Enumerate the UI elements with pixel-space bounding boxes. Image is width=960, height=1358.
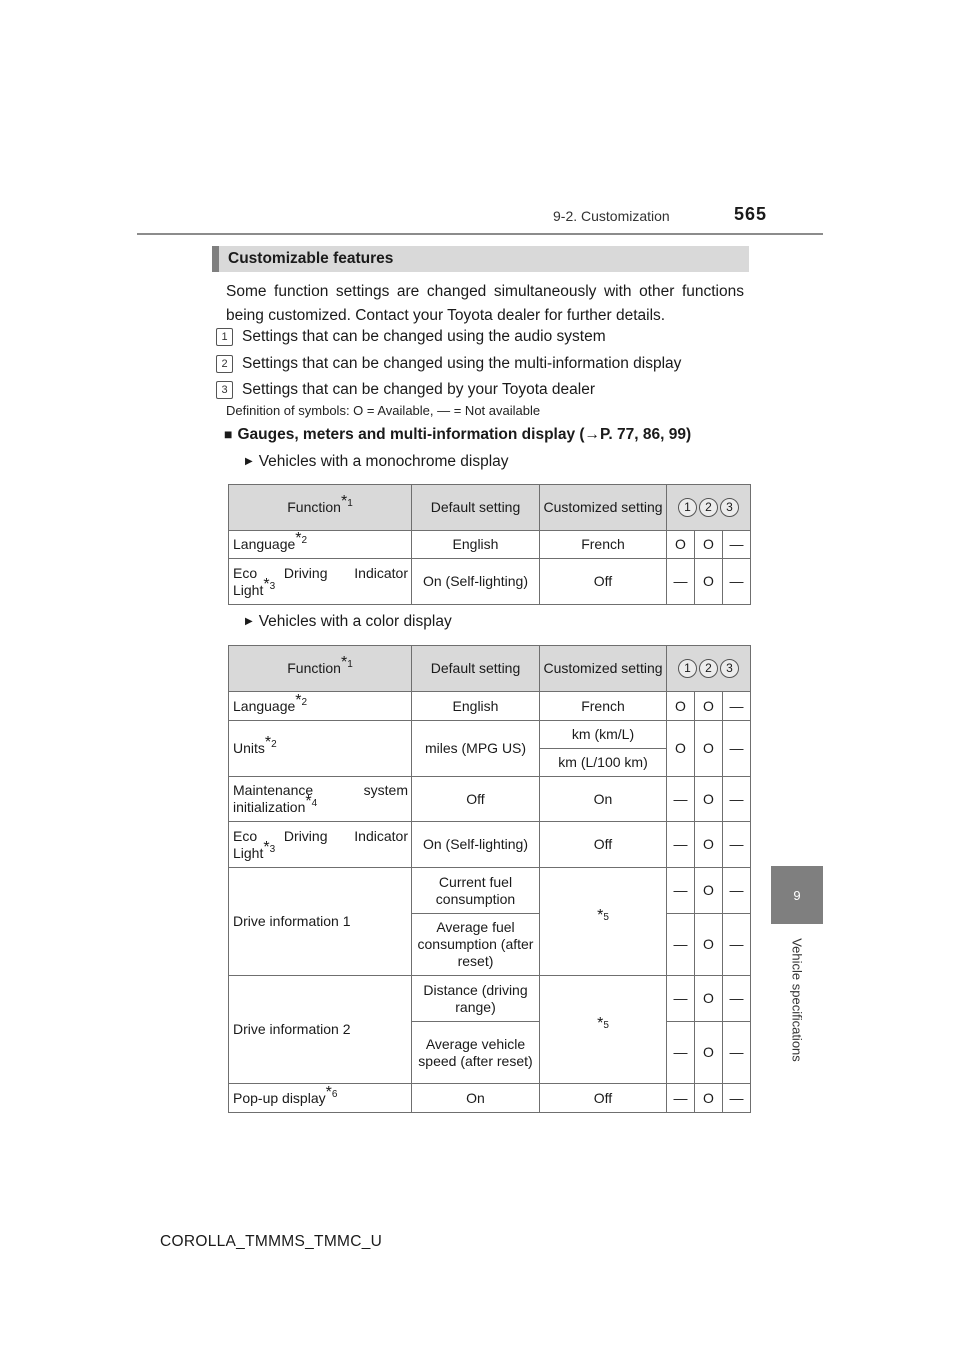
number-1-icon: 1 [678,659,697,678]
table-color [228,645,751,1113]
triangle-bullet-icon: ▶ [245,456,253,467]
legend-item: 1 Settings that can be changed using the audio system [216,327,606,347]
table-row: Units$^{*2}$ miles (MPG US) km (km/L) O O — [229,721,751,749]
number-badge-icon: 1 [216,328,233,346]
table-header-row [229,485,751,531]
number-badge-icon: 3 [216,381,233,399]
header-default: Default setting [412,485,540,531]
header-section-title: 9-2. Customization [553,208,670,224]
table-row: Drive information 1 Current fuel consumption $^{*5}$ — O — [229,868,751,914]
table-monochrome [228,484,751,605]
table-row: Average vehicle speed (after reset) — O — [229,1022,751,1084]
table-row: Pop-up display$^{*6}$ On Off — O — [229,1084,751,1113]
number-2-icon: 2 [699,659,718,678]
header-customized: Customized setting [540,646,667,692]
table-row: Drive information 2 Distance (driving range) $^{*5}$ — O — [229,976,751,1022]
legend-item: 3 Settings that can be changed by your Toyota dealer [216,380,595,400]
chapter-number: 9 [793,887,801,903]
footer-document-code: COROLLA_TMMMS_TMMC_U [160,1233,383,1250]
number-1-icon: 1 [678,498,697,517]
subsection-heading: ■ Gauges, meters and multi-information display (→P. 77, 86, 99) [224,426,692,443]
number-3-icon: 3 [720,659,739,678]
header-function: Function$^{*1}$ [229,485,412,531]
table-header-row [229,646,751,692]
header-method-icons [667,646,751,692]
square-bullet-icon: ■ [224,426,233,442]
header-divider [137,233,823,235]
triangle-bullet-icon: ▶ [245,616,253,627]
header-default: Default setting [412,646,540,692]
intro-paragraph: Some function settings are changed simultaneously with other functions being customized. Contact your Toyota dealer for further details. [226,283,744,324]
legend-item: 2 Settings that can be changed using the multi-information display [216,354,681,374]
variant-label-monochrome: ▶ Vehicles with a monochrome display [245,453,509,470]
number-3-icon: 3 [720,498,739,517]
number-badge-icon: 2 [216,355,233,373]
page-number: 565 [734,204,768,224]
table-row: km (L/100 km) [229,749,751,777]
table-row: Language$^{*2}$ English French O O — [229,692,751,721]
header-customized: Customized setting [540,485,667,531]
symbol-definition: Definition of symbols: O = Available, — = Not available [226,403,541,418]
table-row: Eco Driving Indicator Light$^{*3}$ On (Self-lighting) Off — O — [229,822,751,868]
variant-label-color: ▶ Vehicles with a color display [245,613,452,630]
table-row: Language$^{*2}$ English French O O — [229,531,751,559]
table-row: Eco Driving Indicator Light$^{*3}$ On (Self-lighting) Off — O — [229,559,751,605]
table-row: Average fuel consumption (after reset) — O — [229,914,751,976]
section-heading: Customizable features [212,246,749,272]
chapter-tab [771,866,823,924]
header-method-icons [667,485,751,531]
table-row: Maintenance system initialization$^{*4}$ Off On — O — [229,777,751,822]
header-function: Function$^{*1}$ [229,646,412,692]
chapter-label: Vehicle specifications [789,938,805,1062]
number-2-icon: 2 [699,498,718,517]
